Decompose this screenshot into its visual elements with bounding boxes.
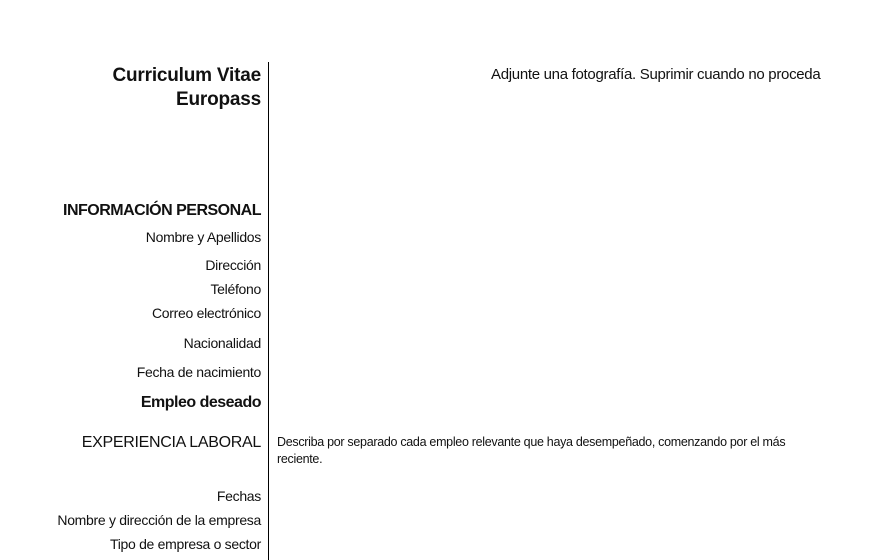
field-label-company: Nombre y dirección de la empresa: [57, 512, 261, 528]
field-label-address: Dirección: [205, 257, 261, 273]
field-label-dates: Fechas: [216, 488, 261, 504]
experience-heading: EXPERIENCIA LABORAL: [81, 434, 261, 451]
field-label-birthdate: Fecha de nacimiento: [136, 364, 261, 380]
photo-note: Adjunte una fotografía. Suprimir cuando no proceda: [491, 66, 821, 83]
field-label-sector: Tipo de empresa o sector: [109, 536, 261, 552]
field-label-email: Correo electrónico: [152, 305, 261, 321]
cv-title-line1: Curriculum Vitae: [112, 65, 261, 86]
desired-job-heading: Empleo deseado: [140, 394, 261, 411]
field-label-name: Nombre y Apellidos: [145, 229, 261, 245]
cv-title-line2: Europass: [176, 89, 261, 110]
field-label-phone: Teléfono: [210, 281, 261, 297]
experience-description: Describa por separado cada empleo relevante que haya desempeñado, comenzando por el más reciente.: [277, 435, 786, 466]
field-label-nationality: Nacionalidad: [183, 335, 261, 351]
column-divider: [268, 62, 269, 560]
personal-info-heading: INFORMACIÓN PERSONAL: [63, 202, 261, 219]
cv-title: [113, 64, 262, 112]
